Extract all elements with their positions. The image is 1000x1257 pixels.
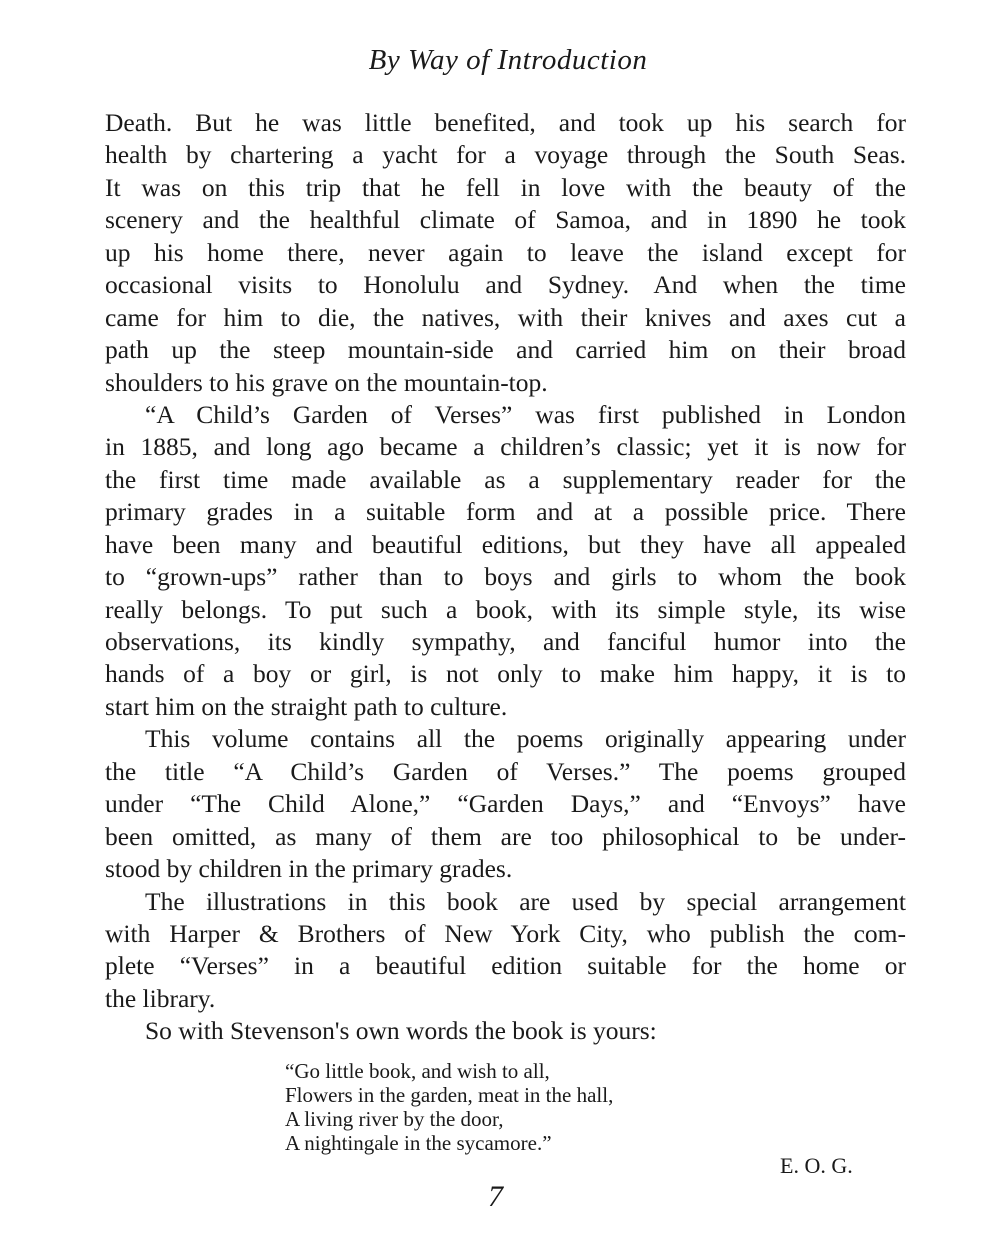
text-line: observations, its kindly sympathy, and fanciful humor into the (105, 627, 906, 656)
text-line: primary grades in a suitable form and at a possible price. There (105, 497, 906, 527)
text-line: really belongs. To put such a book, with its simple style, its wise (105, 594, 906, 624)
paragraph (105, 1015, 906, 1047)
poem-line: A nightingale in the sycamore.” (285, 1131, 552, 1155)
poem-quote (285, 1059, 613, 1155)
text-line: to “grown-ups” rather than to boys and girls to whom the book (105, 562, 906, 592)
text-line: scenery and the healthful climate of Samoa, and in 1890 he took (105, 205, 906, 235)
poem-line: A living river by the door, (285, 1107, 504, 1131)
text-line: occasional visits to Honolulu and Sydney. And when the time (105, 270, 906, 300)
text-line: The illustrations in this book are used by special arrangement (145, 886, 906, 916)
text-line: under “The Child Alone,” “Garden Days,” and “Envoys” have (105, 789, 906, 819)
text-line: up his home there, never again to leave the island except for (105, 237, 906, 267)
text-line: It was on this trip that he fell in love with the beauty of the (105, 172, 906, 202)
text-line: have been many and beautiful editions, but they have all appealed (105, 529, 906, 559)
text-line: in 1885, and long ago became a children’s classic; yet it is now for (105, 432, 906, 462)
text-line: plete “Verses” in a beautiful edition suitable for the home or (105, 951, 906, 981)
text-line: hands of a boy or girl, is not only to make him happy, it is to (105, 659, 906, 689)
paragraph (105, 399, 906, 723)
page-number: 7 (488, 1180, 503, 1213)
text-line: stood by children in the primary grades. (105, 854, 513, 884)
text-line: health by chartering a yacht for a voyage through the South Seas. (105, 140, 906, 170)
poem-line: “Go little book, and wish to all, (285, 1059, 550, 1083)
text-line: Death. But he was little benefited, and took up his search for (105, 108, 906, 137)
paragraph (105, 886, 906, 1016)
text-line: shoulders to his grave on the mountain-top. (105, 367, 548, 397)
text-line: So with Stevenson's own words the book is yours: (145, 1016, 657, 1046)
text-line: path up the steep mountain-side and carried him on their broad (105, 335, 906, 365)
running-title: By Way of Introduction (368, 44, 648, 76)
paragraph (105, 723, 906, 885)
body-text (105, 107, 906, 1048)
text-line: the title “A Child’s Garden of Verses.” The poems grouped (105, 756, 906, 786)
signature: E. O. G. (780, 1153, 853, 1178)
paragraph (105, 107, 906, 399)
text-line: start him on the straight path to culture. (105, 691, 508, 721)
text-line: been omitted, as many of them are too philosophical to be under- (105, 821, 906, 851)
text-line: came for him to die, the natives, with their knives and axes cut a (105, 302, 906, 332)
text-line: This volume contains all the poems originally appearing under (145, 724, 906, 754)
text-line: “A Child’s Garden of Verses” was first published in London (145, 399, 906, 429)
text-line: with Harper & Brothers of New York City, who publish the com- (105, 918, 906, 948)
text-line: the first time made available as a supplementary reader for the (105, 464, 906, 494)
poem-line: Flowers in the garden, meat in the hall, (285, 1083, 614, 1107)
text-line: the library. (105, 983, 216, 1013)
